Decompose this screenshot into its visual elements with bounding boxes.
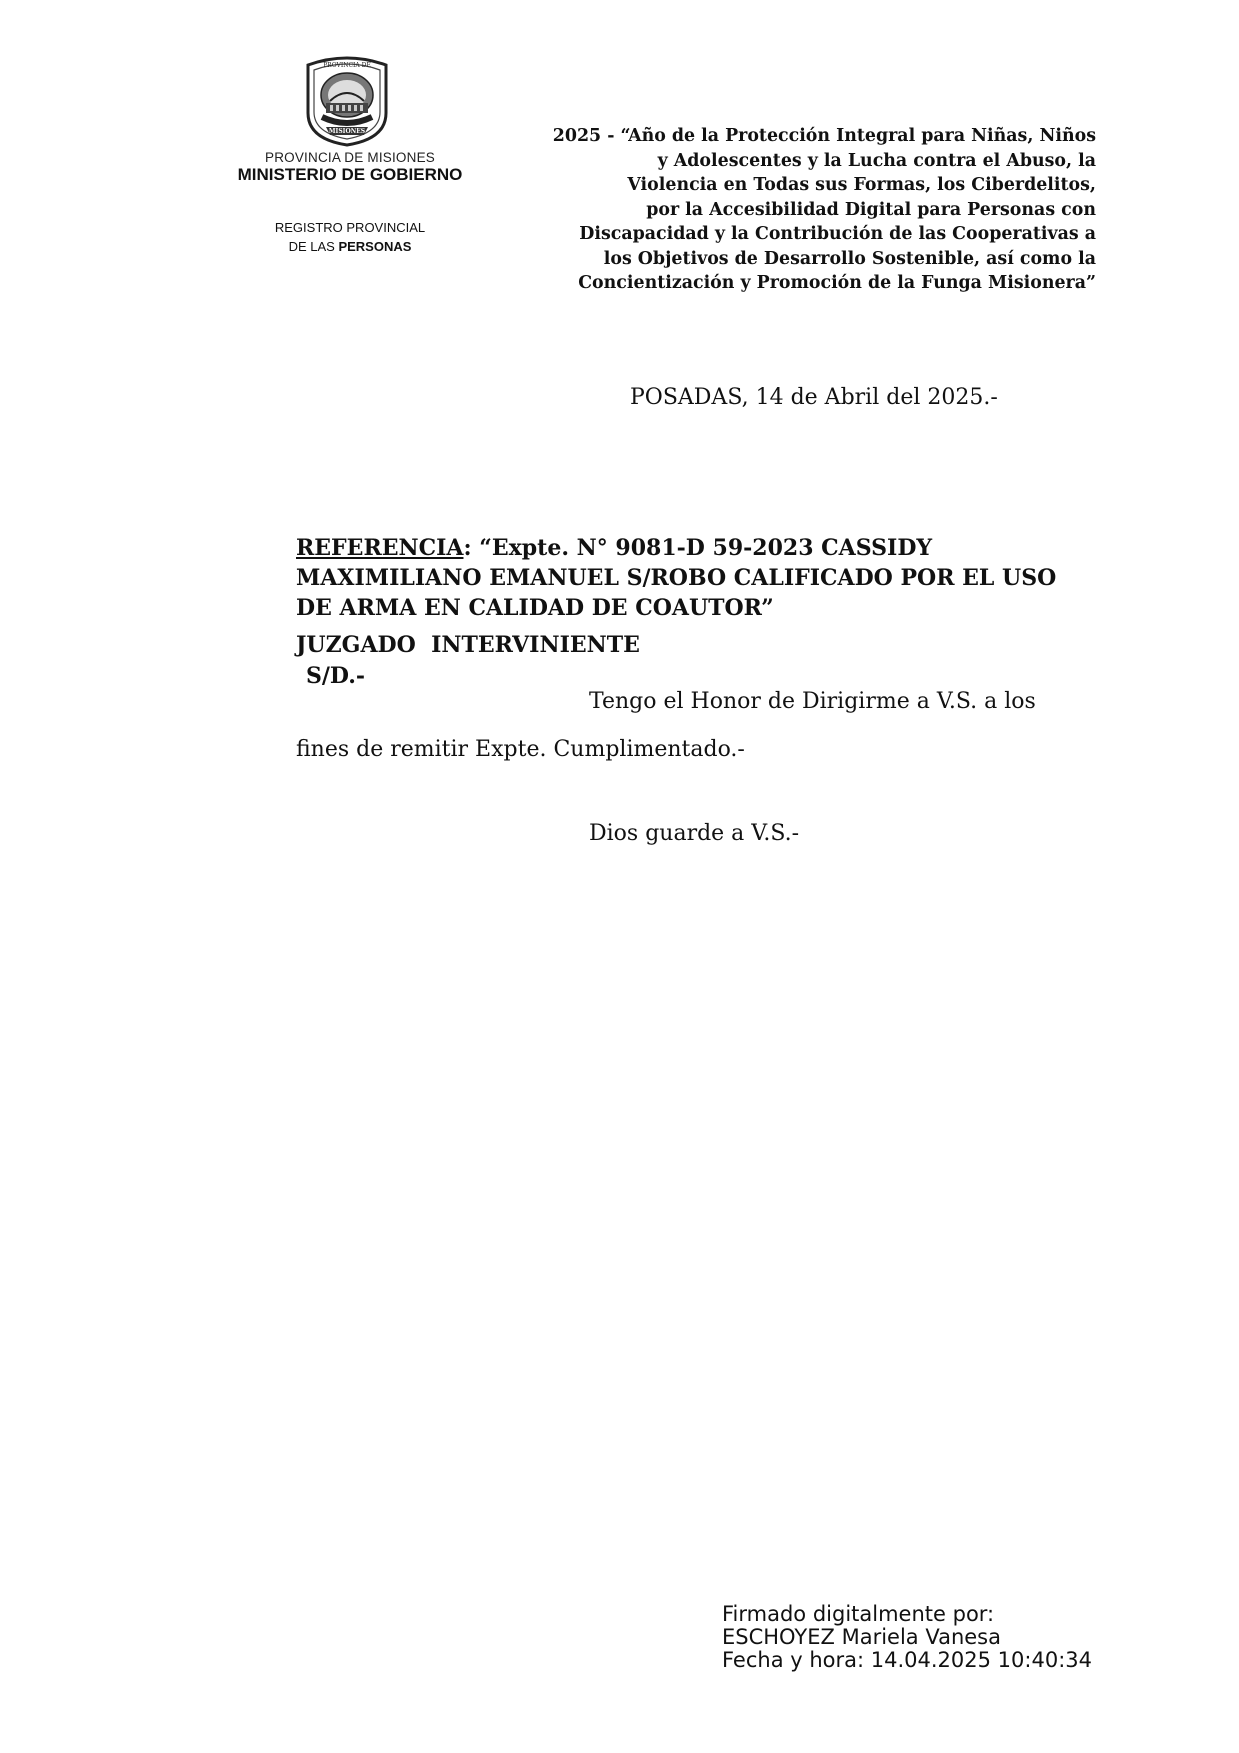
provincial-seal-icon <box>300 55 394 147</box>
body-line-1: Tengo el Honor de Dirigirme a V.S. a los <box>589 689 1036 714</box>
reference-line-1-rest: : “Expte. N° 9081-D 59-2023 CASSIDY <box>463 535 933 561</box>
motto-line: y Adolescentes y la Lucha contra el Abuso, la <box>657 150 1096 171</box>
motto-line: los Objetivos de Desarrollo Sostenible, así como la <box>603 248 1096 269</box>
ministry-block <box>225 150 475 185</box>
sd-line: S/D.- <box>306 663 366 689</box>
reference-line-1 <box>296 533 1096 563</box>
digital-signature <box>722 1603 1092 1672</box>
registry-line-2-prefix: DE LAS <box>288 239 339 254</box>
seal-text-top: PROVINCIA DE <box>323 62 371 69</box>
reference-label: REFERENCIA <box>296 535 464 561</box>
reference-line-2: MAXIMILIANO EMANUEL S/ROBO CALIFICADO POR EL USO <box>296 565 1057 591</box>
court-name: JUZGADO INTERVINIENTE <box>296 632 640 658</box>
body-line-2: fines de remitir Expte. Cumplimentado.- <box>296 737 745 762</box>
registry-name <box>250 218 450 256</box>
registry-line-2 <box>250 237 450 256</box>
registry-line-1: REGISTRO PROVINCIAL <box>274 220 426 235</box>
ministry-name: MINISTERIO DE GOBIERNO <box>237 165 463 184</box>
closing-line: Dios guarde a V.S.- <box>589 821 800 846</box>
motto-line: 2025 - “Año de la Protección Integral para Niñas, Niños <box>552 126 1096 146</box>
reference-line-3: DE ARMA EN CALIDAD DE COAUTOR” <box>296 595 774 621</box>
signature-line-3: Fecha y hora: 14.04.2025 10:40:34 <box>722 1648 1092 1672</box>
signature-line-1: Firmado digitalmente por: <box>722 1602 995 1626</box>
dateline: POSADAS, 14 de Abril del 2025.- <box>630 385 998 410</box>
seal-text-bottom: MISIONES <box>328 128 366 135</box>
registry-line-2-emphasis: PERSONAS <box>338 239 412 254</box>
province-name: PROVINCIA DE MISIONES <box>265 150 435 165</box>
motto-line: Concientización y Promoción de la Funga Misionera” <box>578 273 1096 293</box>
reference-block <box>296 533 1096 623</box>
motto-line: Violencia en Todas sus Formas, los Ciberdelitos, <box>627 175 1096 195</box>
signature-line-2: ESCHOYEZ Mariela Vanesa <box>722 1625 1001 1649</box>
year-motto <box>440 124 1096 296</box>
addressee-block <box>296 630 640 692</box>
motto-line: por la Accesibilidad Digital para Personas con <box>646 199 1096 220</box>
motto-line: Discapacidad y la Contribución de las Cooperativas a <box>579 224 1096 244</box>
